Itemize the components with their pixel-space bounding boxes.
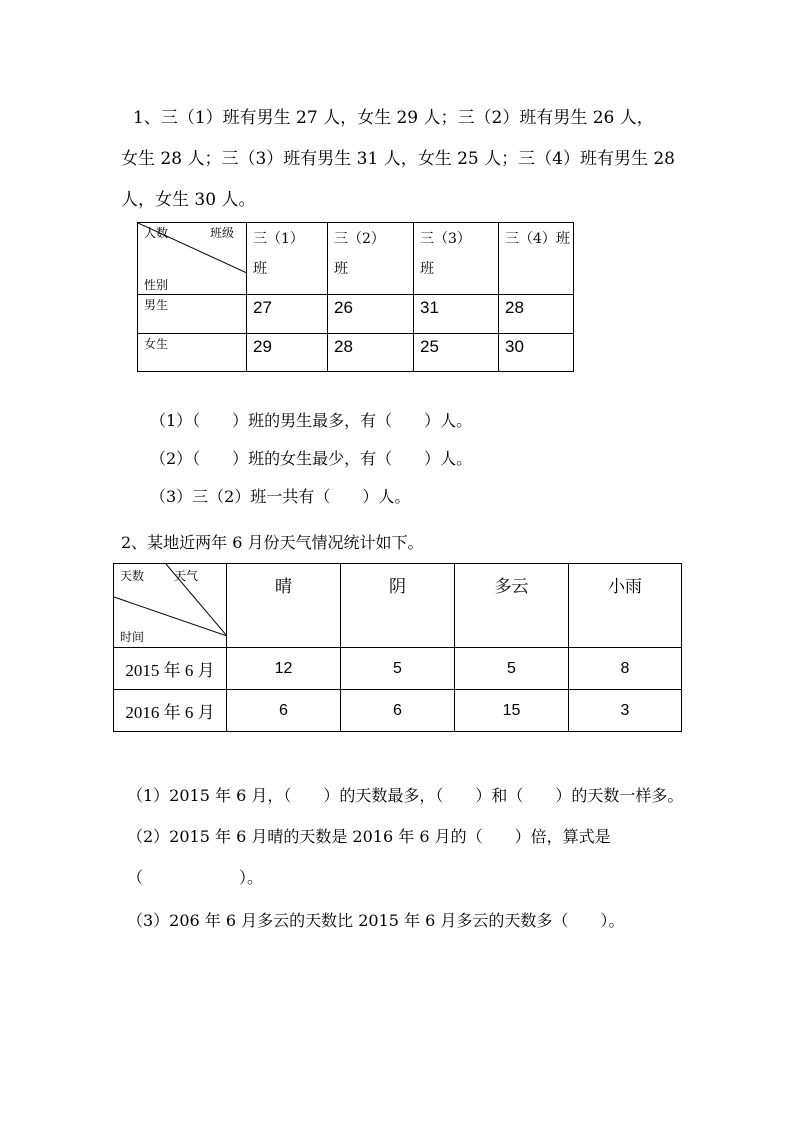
column-header [414, 223, 499, 295]
column-header [499, 223, 574, 295]
row-label: 男生 [138, 295, 247, 334]
table-cell: 30 [499, 334, 574, 372]
table-cell: 29 [247, 334, 328, 372]
corner-label-days: 天数 [120, 569, 145, 583]
column-header-cloudy: 多云 [455, 564, 569, 648]
table-cell: 5 [341, 648, 455, 690]
q1-line-2: 女生 28 人；三（3）班有男生 31 人，女生 25 人；三（4）班有男生 28 [121, 149, 675, 169]
table-cell: 31 [414, 295, 499, 334]
q1-subquestion-2: （2）（ ）班的女生最少，有（ ）人。 [150, 449, 473, 468]
column-header-light-rain: 小雨 [569, 564, 682, 648]
column-header-line1: 三（1） [253, 231, 304, 247]
column-header-line1: 三（4）班 [505, 231, 570, 247]
q2-subquestion-3: （3）206 年 6 月多云的天数比 2015 年 6 月多云的天数多（ ）。 [127, 911, 625, 930]
table-cell: 6 [341, 690, 455, 732]
q1-line-3: 人，女生 30 人。 [121, 190, 256, 210]
table-cell: 6 [227, 690, 341, 732]
q2-subquestion-1: （1）2015 年 6 月，（ ）的天数最多，（ ）和（ ）的天数一样多。 [127, 786, 684, 805]
table1-corner-cell [138, 223, 247, 295]
row-label: 女生 [138, 334, 247, 372]
column-header [247, 223, 328, 295]
corner-label-gender: 性别 [144, 278, 169, 292]
corner-label-weather: 天气 [174, 569, 199, 583]
q1-subquestion-3: （3）三（2）班一共有（ ）人。 [150, 487, 411, 506]
class-gender-table [137, 222, 574, 372]
table-cell: 25 [414, 334, 499, 372]
table-cell: 28 [328, 334, 414, 372]
row-label: 2015 年 6 月 [114, 648, 227, 690]
table-cell: 12 [227, 648, 341, 690]
corner-label-count: 人数 [144, 226, 169, 240]
row-label: 2016 年 6 月 [114, 690, 227, 732]
table-cell: 26 [328, 295, 414, 334]
column-header [328, 223, 414, 295]
table-cell: 8 [569, 648, 682, 690]
column-header-overcast: 阴 [341, 564, 455, 648]
table-cell: 27 [247, 295, 328, 334]
table-cell: 5 [455, 648, 569, 690]
q2-title: 2、某地近两年 6 月份天气情况统计如下。 [121, 533, 424, 552]
table2-corner-cell [114, 564, 227, 648]
q1-subquestion-1: （1）（ ）班的男生最多，有（ ）人。 [150, 411, 473, 430]
column-header-sunny: 晴 [227, 564, 341, 648]
column-header-line2: 班 [420, 261, 434, 277]
column-header-line2: 班 [334, 261, 348, 277]
table-cell: 3 [569, 690, 682, 732]
q1-line-1: 1、三（1）班有男生 27 人，女生 29 人；三（2）班有男生 26 人， [133, 108, 654, 128]
corner-label-class: 班级 [209, 226, 234, 240]
table-cell: 28 [499, 295, 574, 334]
q2-subquestion-2: （2）2015 年 6 月晴的天数是 2016 年 6 月的（ ）倍，算式是 [127, 827, 611, 846]
column-header-line1: 三（2） [334, 231, 385, 247]
table-cell: 15 [455, 690, 569, 732]
column-header-line1: 三（3） [420, 231, 471, 247]
column-header-line2: 班 [253, 261, 267, 277]
corner-label-time: 时间 [120, 630, 145, 644]
weather-table [113, 563, 682, 732]
q2-subquestion-2-answer: （ ）。 [127, 868, 264, 887]
